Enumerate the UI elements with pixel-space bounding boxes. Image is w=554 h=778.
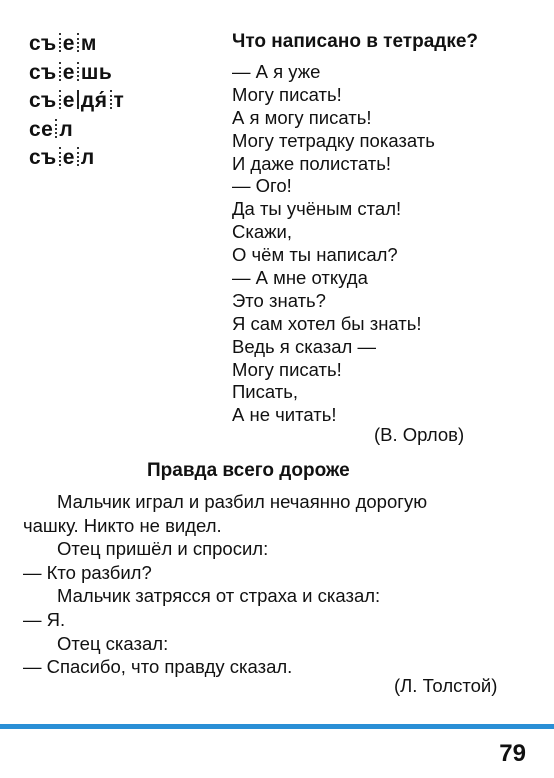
poem-line: И даже полистать! [232, 152, 392, 174]
morpheme-divider [59, 62, 61, 81]
poem-line: Могу писать! [232, 83, 342, 105]
morpheme-divider [59, 33, 61, 52]
word-segment: шь [80, 60, 113, 84]
story-line: Мальчик затрясся от страха и сказал: [57, 585, 381, 607]
morpheme-divider [77, 90, 79, 109]
story-line: чашку. Никто не видел. [23, 514, 222, 536]
morpheme-divider [110, 90, 112, 109]
morpheme-divider [59, 147, 61, 166]
poem-line: О чём ты написал? [232, 244, 398, 266]
word-segment: е [62, 32, 75, 55]
word-segment: се [29, 117, 54, 141]
word-segment: е [62, 146, 75, 169]
footer-rule [0, 724, 554, 729]
word-segment: т [113, 89, 125, 112]
word-segment: съ [29, 32, 57, 55]
story-line: — Кто разбил? [23, 561, 152, 583]
story-line: — Я. [23, 608, 66, 630]
story-line: Отец пришёл и спросил: [57, 538, 269, 560]
syllable-word [29, 30, 124, 59]
poem-line: — А мне откуда [232, 267, 368, 289]
story-body [23, 490, 523, 679]
morpheme-divider [77, 33, 79, 52]
morpheme-divider [77, 147, 79, 166]
poem-title: Что написано в тетрадке? [232, 31, 479, 52]
syllable-word [29, 59, 124, 88]
word-segment: дя́ [80, 89, 108, 112]
word-segment: л [59, 117, 74, 141]
story-title: Правда всего дороже [147, 460, 350, 481]
story-line: Мальчик играл и разбил нечаянно дорогую [57, 491, 428, 512]
poem-line: Могу тетрадку показать [232, 129, 435, 151]
word-segment: съ [29, 60, 57, 84]
page-number: 79 [499, 740, 526, 767]
poem-line: Да ты учёным стал! [232, 198, 402, 220]
morpheme-divider [59, 90, 61, 109]
syllable-word [29, 116, 124, 145]
poem-line: Скажи, [232, 221, 292, 243]
story-author: (Л. Толстой) [394, 675, 498, 696]
poem-author: (В. Орлов) [374, 424, 465, 445]
word-segment: съ [29, 89, 57, 112]
word-segment: е [62, 89, 75, 112]
story-line: — Спасибо, что правду сказал. [23, 656, 293, 678]
morpheme-divider [77, 62, 79, 81]
syllable-word [29, 87, 124, 116]
word-segment: м [80, 32, 97, 55]
morpheme-divider [55, 119, 57, 138]
word-segment: л [80, 146, 95, 169]
poem-line: — Ого! [232, 175, 292, 197]
poem-line: Я сам хотел бы знать! [232, 312, 422, 334]
poem-line: А я могу писать! [232, 106, 372, 128]
story-line: Отец сказал: [57, 632, 169, 654]
syllable-word-list [29, 30, 124, 173]
poem-line: А не читать! [232, 404, 337, 426]
poem-line: Могу писать! [232, 358, 342, 380]
poem-body [232, 61, 435, 427]
word-segment: съ [29, 146, 57, 169]
poem-line: Писать, [232, 381, 299, 403]
word-segment: е [62, 60, 75, 84]
poem-line: Ведь я сказал — [232, 335, 376, 357]
poem-line: Это знать? [232, 289, 326, 311]
syllable-word [29, 144, 124, 173]
poem-line: — А я уже [232, 61, 321, 82]
